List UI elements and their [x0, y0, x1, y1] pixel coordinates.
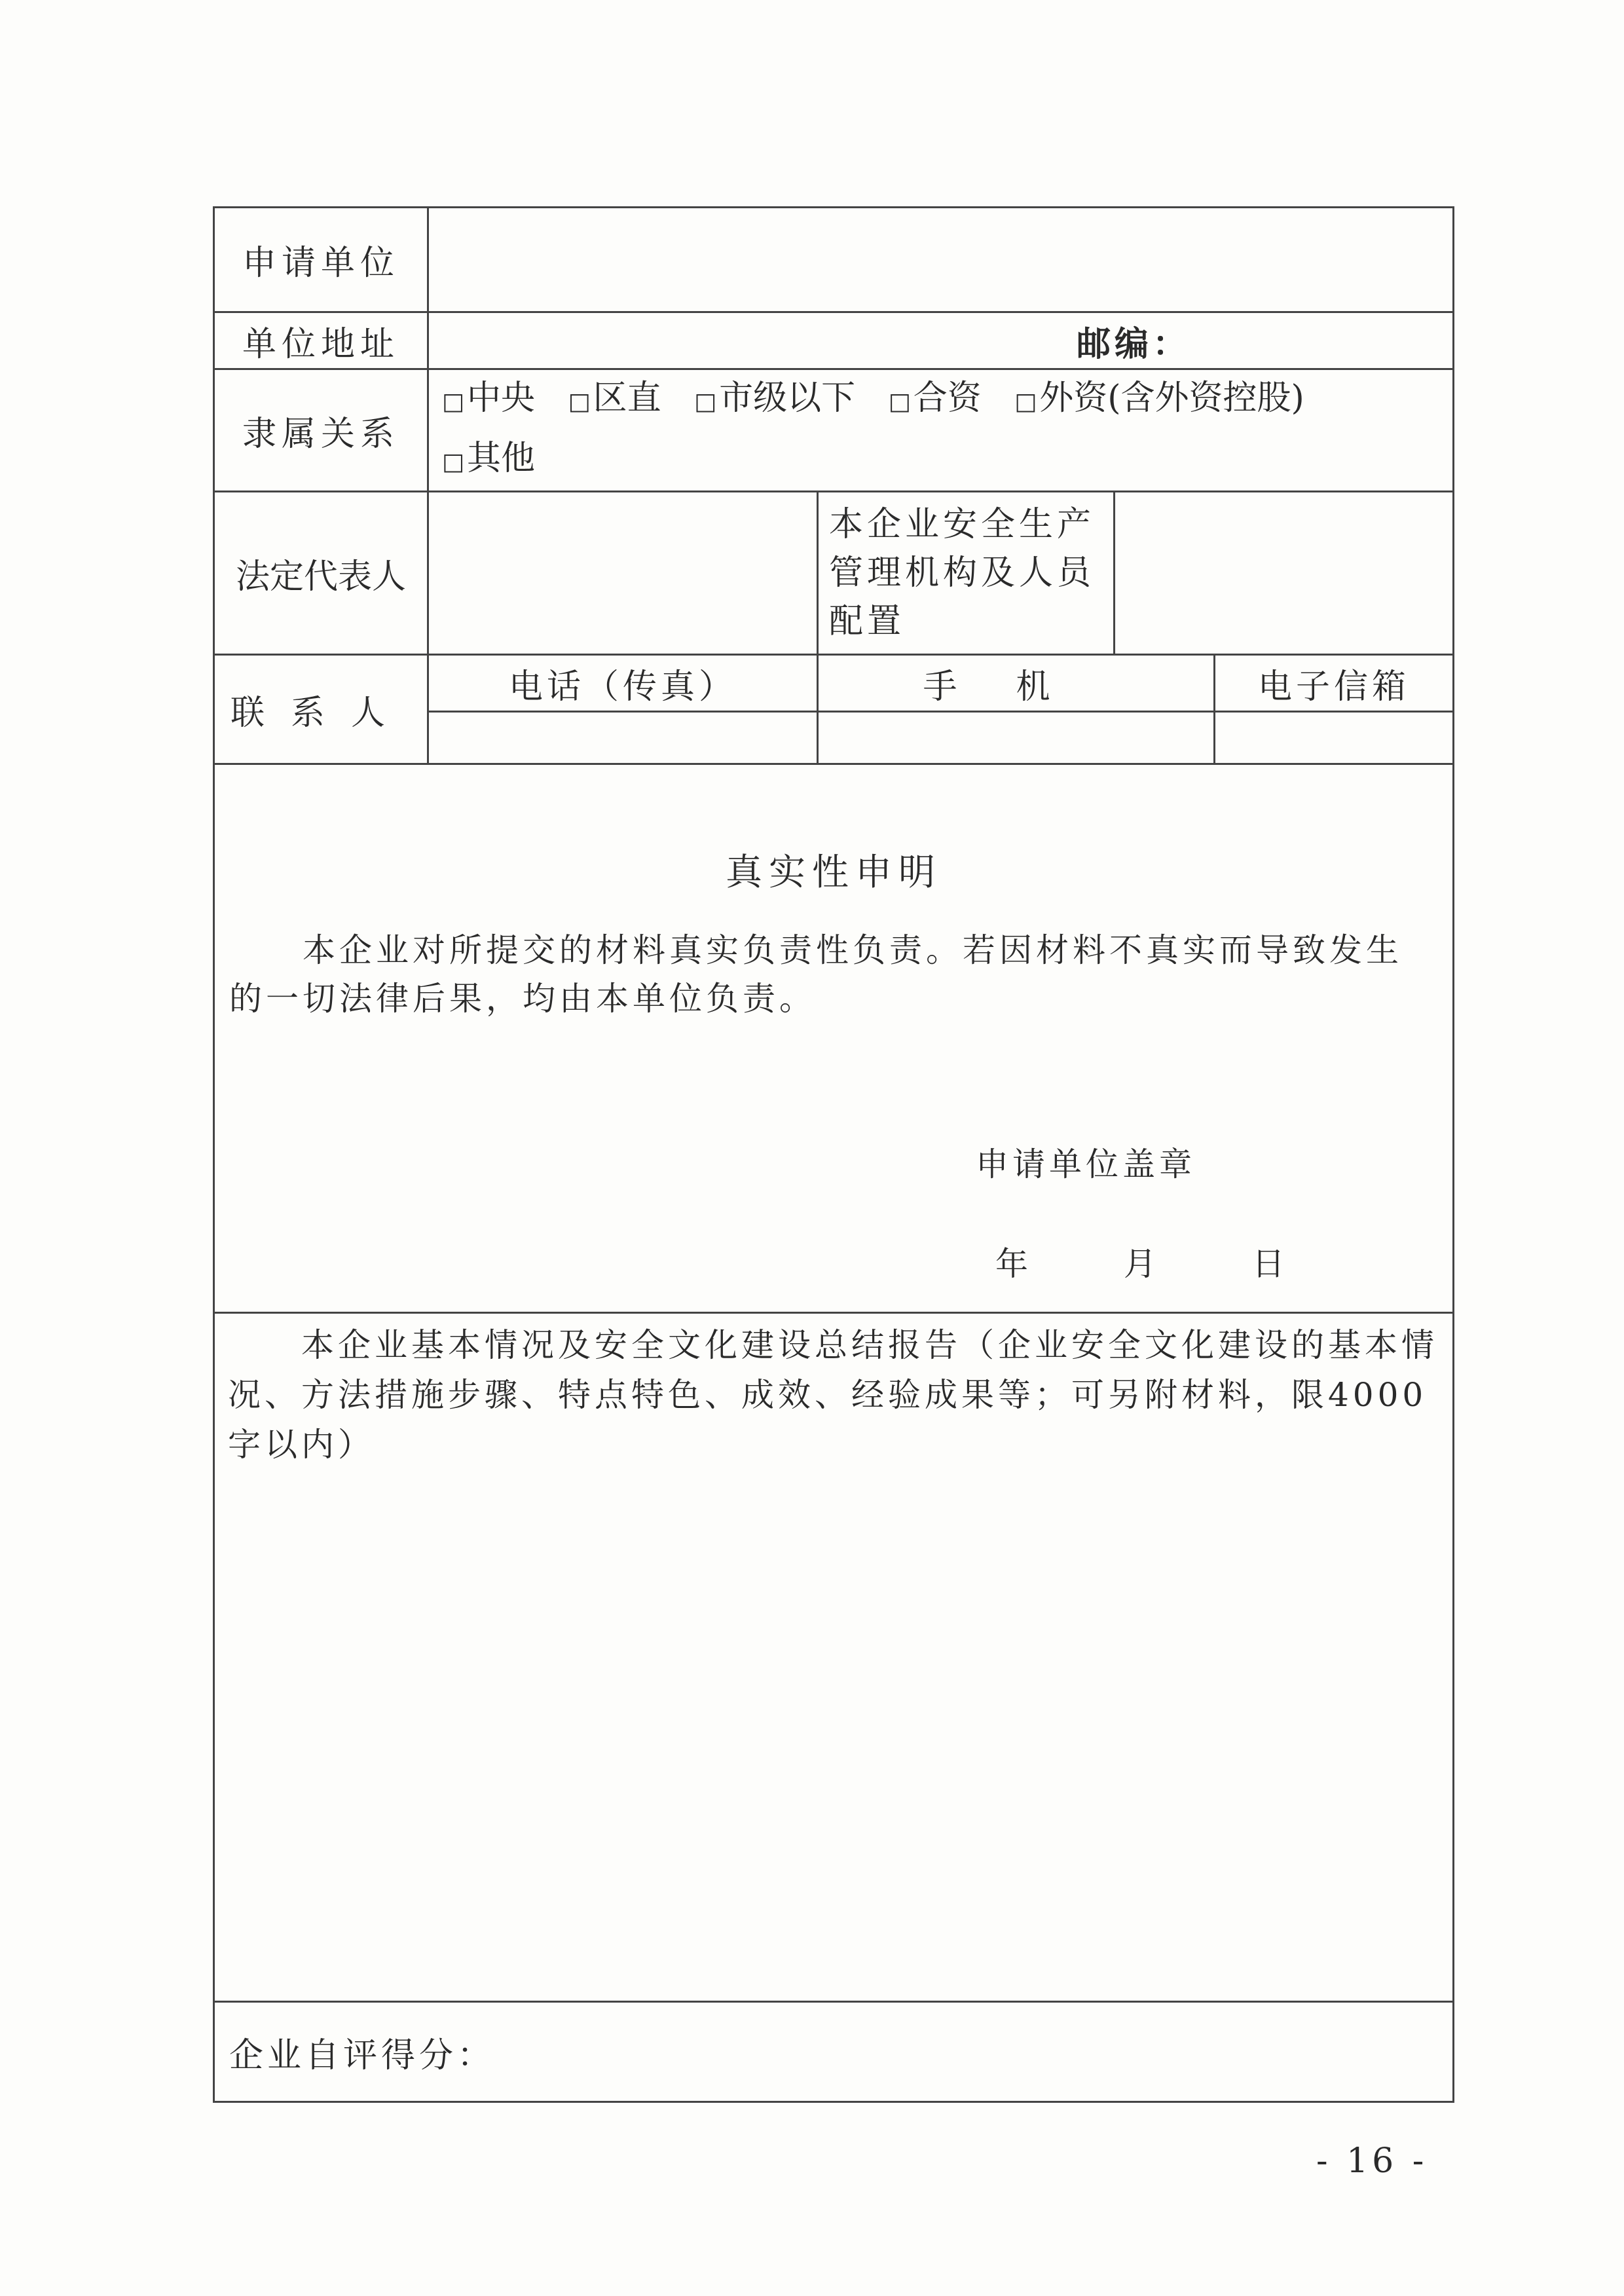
legal-rep-field[interactable] — [428, 492, 818, 655]
declaration-section — [214, 764, 1454, 1313]
affiliation-options — [428, 369, 1454, 492]
declaration-title: 真实性申明 — [726, 851, 942, 894]
option-foreign[interactable]: □外资(含外资控股) — [1014, 379, 1304, 418]
summary-section[interactable] — [214, 1313, 1454, 2002]
safety-org-label: 本企业安全生产管理机构及人员配置 — [818, 492, 1115, 655]
applicant-label: 申请单位 — [214, 208, 428, 312]
mobile-header: 手机 — [818, 655, 1215, 712]
email-header: 电子信箱 — [1215, 655, 1454, 712]
checkbox-icon[interactable]: □ — [568, 388, 591, 415]
application-form — [213, 206, 1454, 2103]
phone-field[interactable] — [428, 712, 818, 764]
option-other[interactable]: □其他 — [442, 439, 536, 478]
summary-instructions: 本企业基本情况及安全文化建设总结报告（企业安全文化建设的基本情况、方法措施步骤、特点特色、成效、经验成果等；可另附材料，限4000字以内） — [228, 1326, 1438, 1464]
date-line — [995, 1238, 1285, 1285]
page-number: - 16 - — [1316, 2141, 1428, 2181]
self-score-field[interactable] — [214, 2002, 1454, 2102]
self-score-label: 企业自评得分： — [229, 2035, 496, 2075]
phone-header: 电话（传真） — [428, 655, 818, 712]
option-district[interactable]: □区直 — [568, 379, 661, 418]
date-month: 月 — [1123, 1245, 1156, 1283]
checkbox-icon[interactable]: □ — [442, 449, 465, 475]
mobile-field[interactable] — [818, 712, 1215, 764]
date-day: 日 — [1251, 1245, 1285, 1283]
applicant-field[interactable] — [428, 208, 1454, 312]
checkbox-icon[interactable]: □ — [888, 388, 911, 415]
address-label: 单位地址 — [214, 312, 428, 369]
address-field[interactable] — [428, 312, 1454, 369]
checkbox-icon[interactable]: □ — [442, 388, 465, 415]
option-central[interactable]: □中央 — [442, 379, 536, 418]
option-city-below[interactable]: □市级以下 — [694, 379, 856, 418]
affiliation-label: 隶属关系 — [214, 369, 428, 492]
legal-rep-label: 法定代表人 — [214, 492, 428, 655]
safety-org-field[interactable] — [1115, 492, 1454, 655]
stamp-label: 申请单位盖章 — [976, 1145, 1196, 1183]
declaration-body: 本企业对所提交的材料真实负责性负责。若因材料不真实而导致发生的一切法律后果，均由本单位负责。 — [229, 931, 1403, 1018]
contact-label: 联系人 — [214, 655, 428, 764]
date-year: 年 — [995, 1245, 1028, 1283]
postcode-label: 邮编： — [1076, 324, 1190, 364]
option-joint-venture[interactable]: □合资 — [888, 379, 982, 418]
checkbox-icon[interactable]: □ — [694, 388, 717, 415]
checkbox-icon[interactable]: □ — [1014, 388, 1037, 415]
email-field[interactable] — [1215, 712, 1454, 764]
